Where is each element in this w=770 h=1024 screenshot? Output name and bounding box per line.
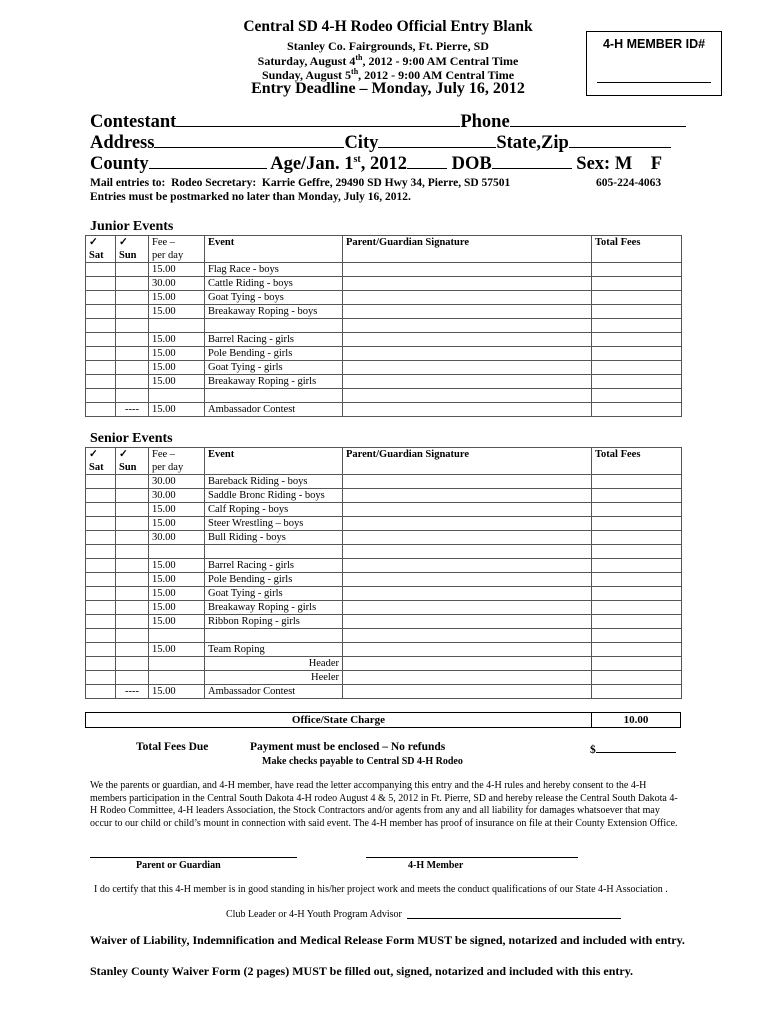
signature-cell[interactable] — [343, 277, 592, 291]
county-label: County — [90, 154, 149, 175]
sun-checkbox[interactable] — [116, 361, 149, 375]
fee-cell: 15.00 — [149, 559, 205, 573]
sat-checkbox[interactable] — [86, 319, 116, 333]
event-cell: Header — [205, 657, 343, 671]
office-charge-amount: 10.00 — [591, 713, 680, 727]
total-fees-header: Total Fees — [592, 448, 682, 462]
office-state-charge-row — [85, 712, 681, 728]
event-row — [86, 347, 682, 361]
signature-cell[interactable] — [343, 291, 592, 305]
postmark-note: Entries must be postmarked no later than Monday, July 16, 2012. — [90, 191, 411, 203]
dob-label: DOB — [451, 154, 492, 175]
total-fee-cell[interactable] — [592, 291, 682, 305]
sat-checkbox[interactable] — [86, 389, 116, 403]
sat-checkbox[interactable] — [86, 475, 116, 489]
fee-cell — [149, 319, 205, 333]
total-fee-cell[interactable] — [592, 657, 682, 671]
total-fee-cell[interactable] — [592, 333, 682, 347]
event-cell: Ambassador Contest — [205, 685, 343, 699]
event-cell: Barrel Racing - girls — [205, 559, 343, 573]
event-cell: Ribbon Roping - girls — [205, 615, 343, 629]
sat-checkbox[interactable] — [86, 685, 116, 699]
signature-header: Parent/Guardian Signature — [343, 448, 592, 462]
event-cell: Goat Tying - girls — [205, 587, 343, 601]
fee-cell: 15.00 — [149, 573, 205, 587]
sat-checkbox[interactable] — [86, 517, 116, 531]
event-cell: Team Roping — [205, 643, 343, 657]
contestant-label: Contestant — [90, 112, 177, 132]
city-label: City — [344, 133, 379, 153]
signature-cell[interactable] — [343, 389, 592, 403]
total-fee-cell[interactable] — [592, 601, 682, 615]
sat-checkbox[interactable] — [86, 403, 116, 417]
sun-checkbox[interactable] — [116, 517, 149, 531]
senior-events-title: Senior Events — [90, 431, 173, 446]
sat-checkbox[interactable] — [86, 503, 116, 517]
total-fee-cell[interactable] — [592, 629, 682, 643]
address-field[interactable] — [154, 133, 344, 148]
event-cell: Heeler — [205, 671, 343, 685]
event-cell: Barrel Racing - girls — [205, 333, 343, 347]
fee-cell: 15.00 — [149, 263, 205, 277]
total-fee-cell[interactable] — [592, 517, 682, 531]
member-id-box[interactable] — [586, 31, 722, 96]
fee-cell — [149, 629, 205, 643]
fee-cell: 15.00 — [149, 347, 205, 361]
sat-checkbox[interactable] — [86, 657, 116, 671]
event-cell — [205, 319, 343, 333]
senior-events-table — [85, 447, 682, 699]
event-cell: Bareback Riding - boys — [205, 475, 343, 489]
member-id-line[interactable] — [597, 82, 711, 83]
sat-header: Sat — [86, 249, 116, 263]
total-fee-cell[interactable] — [592, 671, 682, 685]
sat-checkbox[interactable] — [86, 559, 116, 573]
sat-checkbox[interactable] — [86, 333, 116, 347]
sat-checkbox[interactable] — [86, 643, 116, 657]
sun-checkbox[interactable] — [116, 615, 149, 629]
fee-cell: 15.00 — [149, 375, 205, 389]
event-row — [86, 503, 682, 517]
total-fee-cell[interactable] — [592, 531, 682, 545]
signature-cell[interactable] — [343, 475, 592, 489]
sun-checkbox[interactable] — [116, 305, 149, 319]
fee-cell: 15.00 — [149, 517, 205, 531]
event-row — [86, 545, 682, 559]
signature-cell[interactable] — [343, 517, 592, 531]
sat-checkbox[interactable] — [86, 291, 116, 305]
signature-cell[interactable] — [343, 587, 592, 601]
event-cell: Saddle Bronc Riding - boys — [205, 489, 343, 503]
event-row — [86, 643, 682, 657]
consent-paragraph: We the parents or guardian, and 4-H member, have read the letter accompanying this entry and the 4-H rules and hereby consent to the 4-H members participation in the Central South Dakota 4-H rodeo August 4 & 5, 2012 in Ft. Pierre, SD and hereby release the Central South Dakota 4-H Rodeo Committee, 4-H leaders Association, the Stock Contractors and/or agents from any and all liability for damages whatsoever that may occur to our child or child’s mount in connection with said event. The 4-H member has proof of insurance on file at their County Extension Office. — [90, 780, 678, 829]
sat-checkbox[interactable] — [86, 615, 116, 629]
event-row — [86, 517, 682, 531]
fee-header: Fee – — [149, 448, 205, 462]
event-row — [86, 389, 682, 403]
event-cell: Goat Tying - boys — [205, 291, 343, 305]
sat-checkbox[interactable] — [86, 573, 116, 587]
statezip-field[interactable] — [569, 133, 671, 148]
sat-checkbox[interactable] — [86, 489, 116, 503]
signature-cell[interactable] — [343, 685, 592, 699]
signature-cell[interactable] — [343, 403, 592, 417]
sun-checkbox[interactable] — [116, 643, 149, 657]
signature-cell[interactable] — [343, 559, 592, 573]
total-fee-cell[interactable] — [592, 475, 682, 489]
total-fee-cell[interactable] — [592, 489, 682, 503]
waiver-notice: Waiver of Liability, Indemnification and Medical Release Form MUST be signed, notarized and included with entry. — [90, 933, 685, 947]
event-row — [86, 263, 682, 277]
total-fee-cell[interactable] — [592, 615, 682, 629]
total-fee-cell[interactable] — [592, 559, 682, 573]
event-row — [86, 615, 682, 629]
signature-cell[interactable] — [343, 503, 592, 517]
total-fees-due-label: Total Fees Due — [136, 741, 209, 753]
member-id-label: 4-H MEMBER ID# — [602, 37, 706, 51]
event-cell: Breakaway Roping - girls — [205, 601, 343, 615]
fee-cell — [149, 545, 205, 559]
junior-events-table — [85, 235, 682, 417]
junior-events-title: Junior Events — [90, 219, 174, 234]
total-fee-cell[interactable] — [592, 375, 682, 389]
sat-checkbox[interactable] — [86, 305, 116, 319]
county-field[interactable] — [149, 154, 267, 169]
sun-checkbox[interactable] — [116, 559, 149, 573]
sun-checkbox[interactable] — [116, 333, 149, 347]
event-header: Event — [205, 236, 343, 250]
event-cell: Pole Bending - girls — [205, 573, 343, 587]
fee-cell: 15.00 — [149, 615, 205, 629]
total-fee-cell[interactable] — [592, 685, 682, 699]
sun-checkbox[interactable] — [116, 629, 149, 643]
secretary-phone: 605-224-4063 — [596, 177, 662, 189]
junior-header-row-2 — [86, 249, 682, 263]
sun-checkbox[interactable] — [116, 531, 149, 545]
per-day-header: per day — [149, 249, 205, 263]
event-row — [86, 319, 682, 333]
total-fee-cell[interactable] — [592, 573, 682, 587]
signature-cell[interactable] — [343, 601, 592, 615]
stanley-waiver-notice: Stanley County Waiver Form (2 pages) MUST be filled out, signed, notarized and included with this entry. — [90, 964, 634, 978]
sun-checkbox[interactable] — [116, 263, 149, 277]
club-leader-label: Club Leader or 4-H Youth Program Advisor — [226, 909, 402, 920]
office-charge-label: Office/State Charge — [291, 714, 386, 726]
address-label: Address — [90, 133, 155, 153]
total-fee-cell[interactable] — [592, 319, 682, 333]
sat-header: Sat — [86, 461, 116, 475]
event-cell: Bull Riding - boys — [205, 531, 343, 545]
signature-cell[interactable] — [343, 643, 592, 657]
sun-checkbox[interactable] — [116, 489, 149, 503]
event-row — [86, 657, 682, 671]
sat-checkbox[interactable] — [86, 277, 116, 291]
event-cell: Calf Roping - boys — [205, 503, 343, 517]
total-fee-cell[interactable] — [592, 587, 682, 601]
total-fee-cell[interactable] — [592, 305, 682, 319]
dob-field[interactable] — [492, 154, 572, 169]
event-row — [86, 671, 682, 685]
event-row — [86, 629, 682, 643]
signature-cell[interactable] — [343, 573, 592, 587]
event-cell: Goat Tying - girls — [205, 361, 343, 375]
event-cell — [205, 389, 343, 403]
entry-deadline: Entry Deadline – Monday, July 16, 2012 — [251, 80, 525, 97]
event-cell: Pole Bending - girls — [205, 347, 343, 361]
member-signature-label: 4-H Member — [408, 860, 464, 871]
age-label: Age/Jan. 1 — [270, 154, 354, 175]
sun-checkbox[interactable] — [116, 657, 149, 671]
signature-cell[interactable] — [343, 333, 592, 347]
total-fee-cell[interactable] — [592, 361, 682, 375]
club-leader-signature-line[interactable] — [407, 918, 621, 919]
event-row — [86, 277, 682, 291]
sun-check-icon: ✓ — [116, 236, 149, 250]
phone-label: Phone — [460, 112, 510, 132]
signature-cell[interactable] — [343, 305, 592, 319]
sun-checkbox[interactable] — [116, 389, 149, 403]
fee-header: Fee – — [149, 236, 205, 250]
per-day-header: per day — [149, 461, 205, 475]
sat-checkbox[interactable] — [86, 375, 116, 389]
fee-cell: 15.00 — [149, 503, 205, 517]
total-fees-header: Total Fees — [592, 236, 682, 250]
sun-checkbox[interactable] — [116, 545, 149, 559]
fee-cell — [149, 657, 205, 671]
event-cell: Cattle Riding - boys — [205, 277, 343, 291]
sat-check-icon: ✓ — [86, 236, 116, 250]
event-cell — [205, 545, 343, 559]
total-fee-cell[interactable] — [592, 389, 682, 403]
sat-checkbox[interactable] — [86, 531, 116, 545]
signature-cell[interactable] — [343, 375, 592, 389]
signature-cell[interactable] — [343, 545, 592, 559]
event-cell: Steer Wrestling – boys — [205, 517, 343, 531]
fee-cell — [149, 389, 205, 403]
sat-checkbox[interactable] — [86, 347, 116, 361]
sun-checkbox[interactable] — [116, 291, 149, 305]
junior-header-row — [86, 236, 682, 250]
event-row — [86, 361, 682, 375]
signature-cell[interactable] — [343, 319, 592, 333]
total-fee-cell[interactable] — [592, 643, 682, 657]
age-field[interactable] — [407, 154, 447, 169]
event-cell: Ambassador Contest — [205, 403, 343, 417]
sun-checkbox[interactable] — [116, 375, 149, 389]
sun-checkbox[interactable] — [116, 503, 149, 517]
sat-checkbox[interactable] — [86, 361, 116, 375]
event-cell: Breakaway Roping - boys — [205, 305, 343, 319]
fee-cell: 15.00 — [149, 643, 205, 657]
sun-checkbox[interactable] — [116, 319, 149, 333]
signature-cell[interactable] — [343, 263, 592, 277]
parent-signature-label: Parent or Guardian — [136, 860, 221, 871]
sun-checkbox[interactable] — [116, 573, 149, 587]
fee-cell: 30.00 — [149, 277, 205, 291]
total-fee-cell[interactable] — [592, 403, 682, 417]
county-line: County Age/Jan. 1st, 2012 DOB Sex: M F — [90, 154, 663, 175]
event-row — [86, 305, 682, 319]
checks-payable-note: Make checks payable to Central SD 4-H Rodeo — [262, 756, 463, 767]
sat-checkbox[interactable] — [86, 671, 116, 685]
event-cell: Breakaway Roping - girls — [205, 375, 343, 389]
member-signature-line[interactable] — [366, 857, 578, 858]
event-cell — [205, 629, 343, 643]
fee-cell — [149, 671, 205, 685]
senior-header-row — [86, 448, 682, 462]
sun-checkbox[interactable] — [116, 587, 149, 601]
fee-cell: 15.00 — [149, 403, 205, 417]
fee-cell: 15.00 — [149, 291, 205, 305]
sun-checkbox[interactable] — [116, 277, 149, 291]
event-header: Event — [205, 448, 343, 462]
city-field[interactable] — [378, 133, 496, 148]
location-line: Stanley Co. Fairgrounds, Ft. Pierre, SD — [287, 39, 489, 53]
event-row — [86, 587, 682, 601]
mail-instructions: Mail entries to: Rodeo Secretary: Karrie Geffre, 29490 SD Hwy 34, Pierre, SD 57501 — [90, 177, 511, 189]
sex-label: Sex: M F — [576, 154, 663, 175]
signature-cell[interactable] — [343, 361, 592, 375]
event-row — [86, 333, 682, 347]
sat-checkbox[interactable] — [86, 587, 116, 601]
fee-cell: 15.00 — [149, 305, 205, 319]
sat-checkbox[interactable] — [86, 263, 116, 277]
fee-cell: 15.00 — [149, 361, 205, 375]
event-row — [86, 685, 682, 699]
sun-checkbox[interactable] — [116, 671, 149, 685]
sat-checkbox[interactable] — [86, 545, 116, 559]
event-cell: Flag Race - boys — [205, 263, 343, 277]
sun-header: Sun — [116, 249, 149, 263]
senior-header-row-2 — [86, 461, 682, 475]
signature-cell[interactable] — [343, 615, 592, 629]
sun-checkbox[interactable]: ---- — [116, 403, 149, 417]
fee-cell: 15.00 — [149, 587, 205, 601]
sun-header: Sun — [116, 461, 149, 475]
signature-cell[interactable] — [343, 347, 592, 361]
form-title: Central SD 4-H Rodeo Official Entry Blank — [243, 18, 533, 35]
fee-cell: 15.00 — [149, 333, 205, 347]
sun-check-icon: ✓ — [116, 448, 149, 462]
parent-signature-line[interactable] — [90, 857, 297, 858]
certify-statement: I do certify that this 4-H member is in good standing in his/her project work and meets the conduct qualifications of our State 4-H Association . — [94, 884, 668, 895]
fee-cell: 30.00 — [149, 489, 205, 503]
sun-checkbox[interactable] — [116, 601, 149, 615]
statezip-label: State,Zip — [496, 133, 569, 153]
sun-checkbox[interactable]: ---- — [116, 685, 149, 699]
contestant-field[interactable] — [176, 112, 460, 127]
event-row — [86, 531, 682, 545]
sat-checkbox[interactable] — [86, 601, 116, 615]
total-fee-cell[interactable] — [592, 347, 682, 361]
fee-cell: 30.00 — [149, 531, 205, 545]
event-row — [86, 559, 682, 573]
address-line — [90, 133, 671, 154]
sat-checkbox[interactable] — [86, 629, 116, 643]
event-row — [86, 601, 682, 615]
event-row — [86, 475, 682, 489]
event-row — [86, 291, 682, 305]
signature-cell[interactable] — [343, 629, 592, 643]
fee-cell: 15.00 — [149, 685, 205, 699]
event-row — [86, 489, 682, 503]
sat-check-icon: ✓ — [86, 448, 116, 462]
signature-cell[interactable] — [343, 671, 592, 685]
fee-cell: 30.00 — [149, 475, 205, 489]
fee-cell: 15.00 — [149, 601, 205, 615]
total-fees-field[interactable]: $ — [590, 741, 676, 756]
saturday-line: Saturday, August 4th, 2012 - 9:00 AM Central Time — [257, 53, 519, 68]
signature-cell[interactable] — [343, 657, 592, 671]
event-row — [86, 403, 682, 417]
event-row — [86, 573, 682, 587]
sunday-line: Sunday, August 5th, 2012 - 9:00 AM Central Time — [261, 67, 515, 82]
signature-cell[interactable] — [343, 489, 592, 503]
payment-note: Payment must be enclosed – No refunds — [250, 741, 446, 753]
contestant-line — [90, 112, 686, 133]
total-fee-cell[interactable] — [592, 545, 682, 559]
total-fee-cell[interactable] — [592, 503, 682, 517]
total-fee-cell[interactable] — [592, 277, 682, 291]
signature-header: Parent/Guardian Signature — [343, 236, 592, 250]
sun-checkbox[interactable] — [116, 347, 149, 361]
phone-field[interactable] — [510, 112, 686, 127]
sun-checkbox[interactable] — [116, 475, 149, 489]
total-fee-cell[interactable] — [592, 263, 682, 277]
event-row — [86, 375, 682, 389]
signature-cell[interactable] — [343, 531, 592, 545]
